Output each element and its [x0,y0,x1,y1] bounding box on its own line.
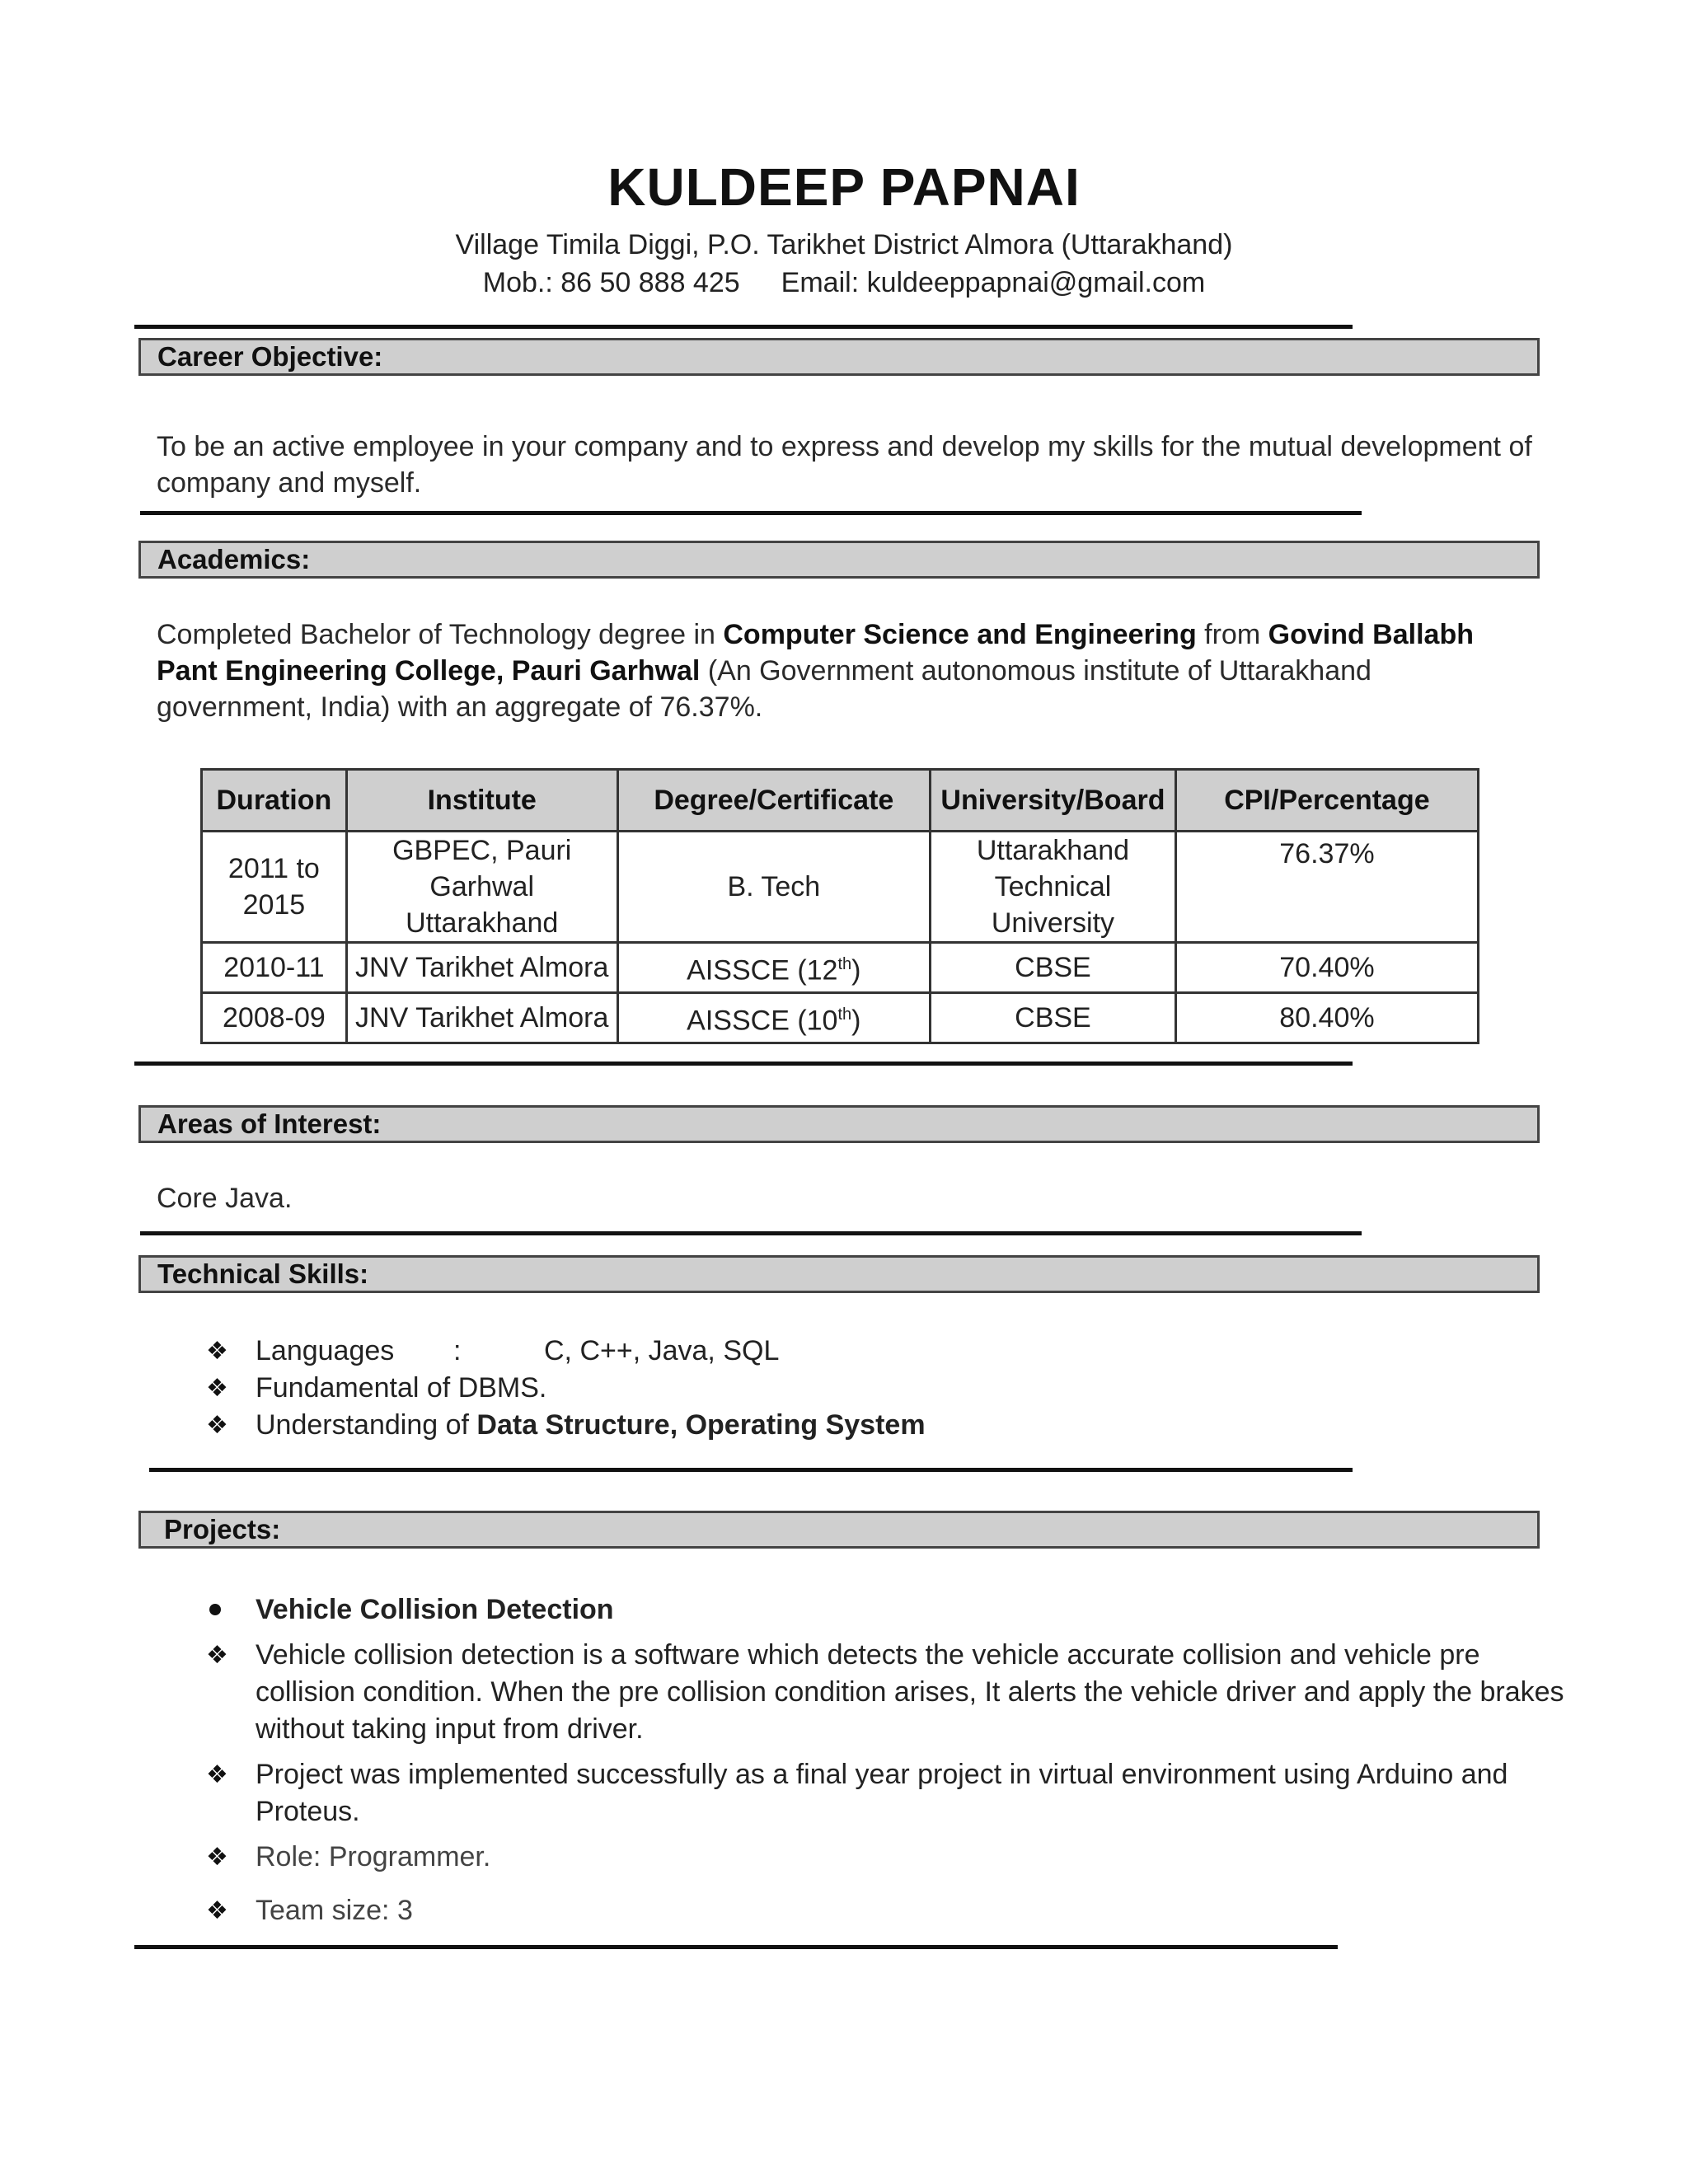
project-title-item: Vehicle Collision Detection [206,1591,1574,1629]
section-projects: Projects: [138,1511,1540,1549]
degree-cell: B. Tech [617,832,930,943]
score-cell: 76.37% [1175,832,1478,943]
diamond-bullet-icon: ❖ [206,1642,228,1669]
institute-cell: JNV Tarikhet Almora [346,943,617,993]
diamond-bullet-icon: ❖ [206,1375,228,1402]
duration-cell: 2008-09 [202,993,347,1043]
duration-cell: 2011 to 2015 [202,832,347,943]
column-header: CPI/Percentage [1175,770,1478,832]
institute-cell: GBPEC, Pauri Garhwal Uttarakhand [346,832,617,943]
skills-list [206,1333,926,1444]
academics-text-part: Completed Bachelor of Technology degree in [157,619,724,650]
diamond-bullet-icon: ❖ [206,1844,228,1871]
score-cell: 70.40% [1175,943,1478,993]
divider [134,325,1353,329]
list-item: ❖ Team size: 3 [206,1892,1574,1929]
table-row [202,993,1479,1043]
divider [140,1231,1362,1235]
degree-cell: AISSCE (12th) [617,943,930,993]
divider [134,1062,1353,1066]
board-cell: CBSE [931,943,1176,993]
list-item: ❖ Fundamental of DBMS. [206,1370,926,1407]
list-item: ❖ Role: Programmer. [206,1839,1574,1876]
divider [140,511,1362,515]
score-cell: 80.40% [1175,993,1478,1043]
email: Email: kuldeeppapnai@gmail.com [781,267,1206,298]
address: Village Timila Diggi, P.O. Tarikhet District Almora (Uttarakhand) [455,229,1233,260]
academics-text [157,616,1533,725]
contact-line [0,267,1688,299]
projects-list [206,1591,1574,1929]
academics-table [200,768,1479,1044]
candidate-name: KULDEEP PAPNAI [607,157,1081,217]
section-areas-of-interest: Areas of Interest: [138,1105,1540,1143]
table-row [202,832,1479,943]
table-header-row [202,770,1479,832]
column-header: Duration [202,770,347,832]
college-name: Govind Ballabh Pant Engineering College, Pauri Garhwal [157,619,1474,687]
column-header: Institute [346,770,617,832]
institute-cell: JNV Tarikhet Almora [346,993,617,1043]
column-header: University/Board [931,770,1176,832]
list-item: ❖ Vehicle collision detection is a software which detects the vehicle accurate collision and vehicle pre collision condition. When the pre collision condition arises, It alerts the vehicle driver and apply the brakes without taking input from driver. [206,1637,1574,1748]
list-item: ❖ Languages : C, C++, Java, SQL [206,1333,926,1370]
interest-text: Core Java. [157,1183,293,1214]
section-technical-skills: Technical Skills: [138,1255,1540,1293]
diamond-bullet-icon: ❖ [206,1338,228,1365]
mobile-number: Mob.: 86 50 888 425 [482,267,740,298]
degree-field: Computer Science and Engineering [723,619,1197,650]
round-bullet-icon [209,1604,221,1615]
academics-text-part: (An Government autonomous institute of Uttarakhand government, India) with an aggregate of 76.37%. [157,655,1372,723]
list-item: ❖ Understanding of Data Structure, Operating System [206,1407,926,1444]
list-item: ❖ Project was implemented successfully as a final year project in virtual environment using Arduino and Proteus. [206,1756,1574,1830]
table-row [202,943,1479,993]
divider [149,1468,1353,1472]
divider [134,1945,1338,1949]
duration-cell: 2010-11 [202,943,347,993]
board-cell: CBSE [931,993,1176,1043]
section-academics: Academics: [138,541,1540,579]
diamond-bullet-icon: ❖ [206,1412,228,1439]
column-header: Degree/Certificate [617,770,930,832]
diamond-bullet-icon: ❖ [206,1761,228,1788]
section-career-objective: Career Objective: [138,338,1540,376]
board-cell: Uttarakhand Technical University [931,832,1176,943]
degree-cell: AISSCE (10th) [617,993,930,1043]
academics-text-part: from [1196,619,1268,650]
diamond-bullet-icon: ❖ [206,1897,228,1924]
objective-text: To be an active employee in your company and to express and develop my skills for the mutual development of company and myself. [157,431,1532,499]
